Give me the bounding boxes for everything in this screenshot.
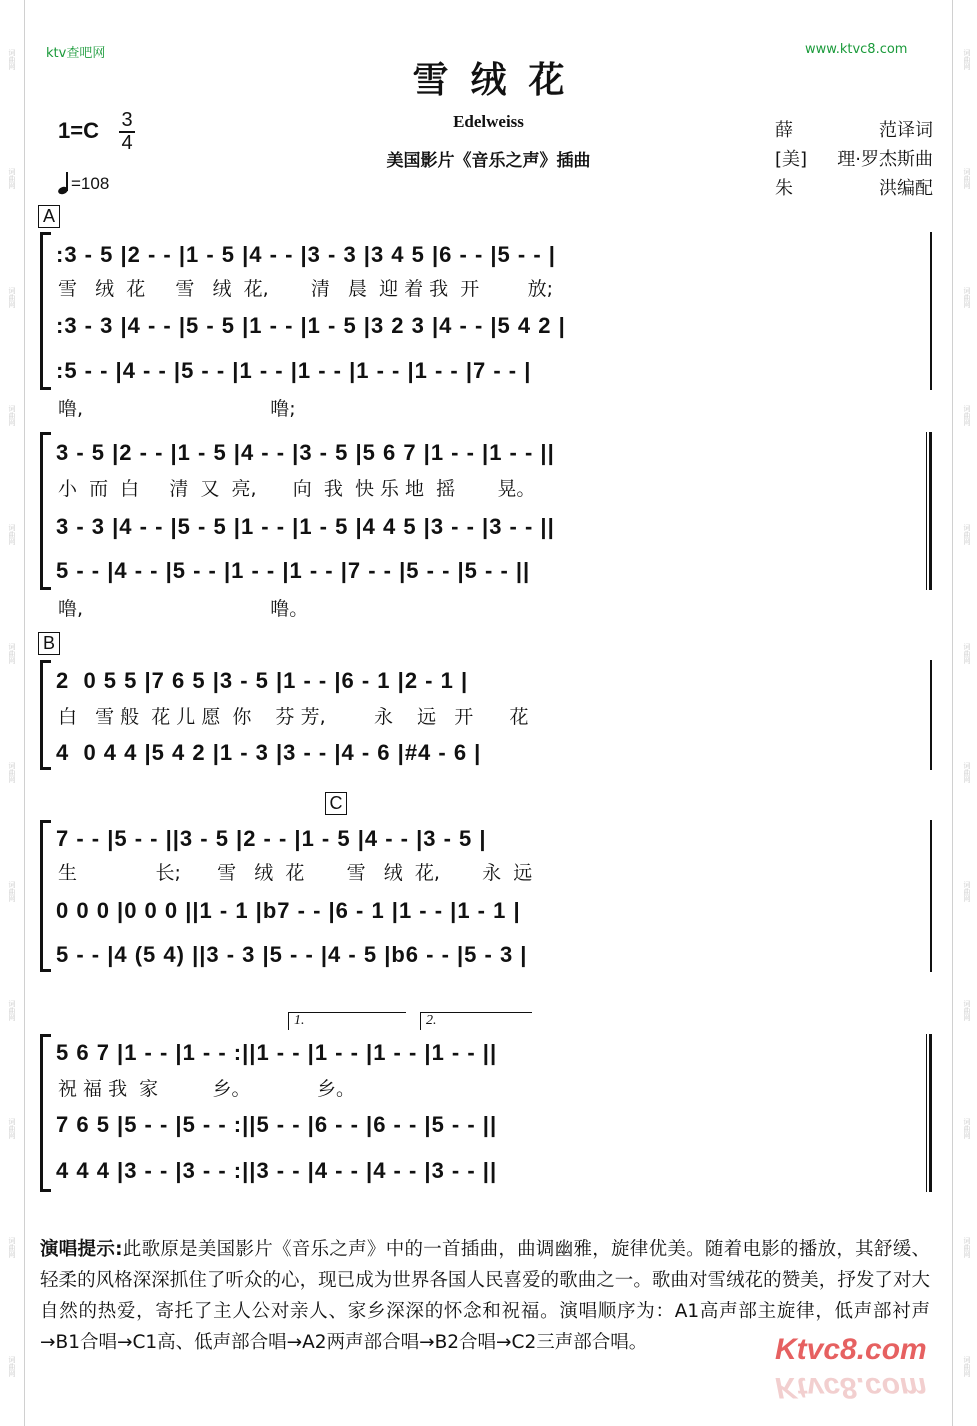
- bass-row: 5 - - |4 - - |5 - - |1 - - |1 - - |7 - - |5 - - |5 - - ||: [56, 558, 531, 583]
- alto-row: 0 0 0 |0 0 0 ||1 - 1 |b7 - - |6 - 1 |1 - - |1 - 1 |: [56, 898, 521, 923]
- watermark-text: 词曲网: [962, 643, 971, 665]
- site-name-left[interactable]: ktv查吧网: [46, 46, 106, 61]
- time-signature: [119, 110, 135, 154]
- song-title: 雪绒花: [412, 60, 587, 101]
- quarter-note-icon: [58, 172, 70, 194]
- system-brace: [40, 1034, 46, 1192]
- credit-name: 薛: [775, 120, 793, 141]
- key-signature: 1=C: [58, 118, 99, 143]
- tip-label: 演唱提示:: [40, 1239, 123, 1260]
- system-brace: [40, 232, 46, 390]
- left-border: [24, 0, 25, 1426]
- score-system-3: [40, 660, 932, 770]
- watermark-text: 词曲网: [962, 999, 971, 1021]
- watermark-text: 词曲网: [7, 761, 16, 783]
- tempo-value: =108: [71, 174, 110, 193]
- credit-role: 范译词: [879, 120, 933, 141]
- watermark-text: 词曲网: [7, 167, 16, 189]
- english-title: Edelweiss: [453, 112, 524, 131]
- system-barline: [930, 232, 932, 390]
- watermark-text: 词曲网: [7, 643, 16, 665]
- credit-music: [775, 145, 933, 174]
- melody-row: 5 6 7 |1 - - |1 - - :||1 - - |1 - - |1 - - |1 - - ||: [56, 1040, 498, 1065]
- time-bottom: 4: [121, 131, 133, 154]
- film-subtitle: 美国影片《音乐之声》插曲: [386, 151, 591, 171]
- watermark-text: 词曲网: [962, 1237, 971, 1259]
- time-top: 3: [121, 109, 133, 131]
- system-double-barline: [926, 1034, 932, 1192]
- right-watermark: [955, 0, 977, 1426]
- watermark-text: 词曲网: [962, 286, 971, 308]
- lyric-row-hum: 噜, 噜;: [58, 397, 296, 420]
- lyric-row: 雪 绒 花 雪 绒 花, 清 晨 迎 着 我 开 放;: [58, 277, 553, 300]
- melody-row: 3 - 5 |2 - - |1 - 5 |4 - - |3 - 5 |5 6 7 |1 - - |1 - - ||: [56, 440, 555, 465]
- watermark-text: 词曲网: [962, 1118, 971, 1140]
- site-logo-reflection: Ktvc8.com: [775, 1371, 927, 1404]
- tempo-marking: [58, 172, 109, 194]
- lyric-row-hum: 噜, 噜。: [58, 597, 309, 620]
- tip-text: 此歌原是美国影片《音乐之声》中的一首插曲，曲调幽雅，旋律优美。随着电影的播放，其舒缓、轻柔的风格深深抓住了听众的心，现已成为世界各国人民喜爱的歌曲之一。歌曲对雪绒花的赞美，抒发了对大自然的热爱，寄托了主人公对亲人、家乡深深的怀念和祝福。演唱顺序为：A1高声部主旋律，低声部衬声→B1合唱→C1高、低声部合唱→A2两声部合唱→B2合唱→C2三声部合唱。: [40, 1239, 930, 1353]
- alto-row: 3 - 3 |4 - - |5 - 5 |1 - - |1 - 5 |4 4 5 |3 - - |3 - - ||: [56, 514, 555, 539]
- credit-name: 朱: [775, 178, 793, 199]
- section-mark-b: B: [38, 632, 60, 655]
- bass-row: 5 - - |4 (5 4) ||3 - 3 |5 - - |4 - 5 |b6 - - |5 - 3 |: [56, 942, 528, 967]
- bass-row: :5 - - |4 - - |5 - - |1 - - |1 - - |1 - - |1 - - |7 - - |: [56, 358, 532, 383]
- system-brace: [40, 660, 46, 770]
- watermark-text: 词曲网: [7, 1118, 16, 1140]
- watermark-text: 词曲网: [7, 880, 16, 902]
- credit-name: [美]: [775, 149, 808, 170]
- system-brace: [40, 820, 46, 972]
- watermark-text: 词曲网: [962, 167, 971, 189]
- watermark-text: 词曲网: [962, 880, 971, 902]
- credits: [775, 116, 933, 203]
- score-system-5: [40, 1034, 932, 1192]
- credit-lyrics: [775, 116, 933, 145]
- first-ending-bracket: 1.: [288, 1012, 406, 1030]
- bass-row: 4 4 4 |3 - - |3 - - :||3 - - |4 - - |4 - - |3 - - ||: [56, 1158, 498, 1183]
- melody-row: 2 0 5 5 |7 6 5 |3 - 5 |1 - - |6 - 1 |2 - 1 |: [56, 668, 469, 693]
- watermark-text: 词曲网: [962, 1356, 971, 1378]
- site-url-right[interactable]: www.ktvc8.com: [805, 42, 908, 57]
- lyric-row: 祝 福 我 家 乡。 乡。: [58, 1077, 355, 1100]
- watermark-text: 词曲网: [7, 1356, 16, 1378]
- watermark-text: 词曲网: [7, 405, 16, 427]
- watermark-text: 词曲网: [7, 48, 16, 70]
- system-barline: [930, 820, 932, 972]
- credit-role: 洪编配: [879, 178, 933, 199]
- site-logo: Ktvc8.com: [775, 1333, 927, 1366]
- watermark-text: 词曲网: [962, 48, 971, 70]
- alto-row: :3 - 3 |4 - - |5 - 5 |1 - - |1 - 5 |3 2 3 |4 - - |5 4 2 |: [56, 313, 566, 338]
- system-brace: [40, 432, 46, 590]
- right-border: [952, 0, 953, 1426]
- lyric-row: 白 雪 般 花 儿 愿 你 芬 芳, 永 远 开 花: [58, 705, 529, 728]
- watermark-text: 词曲网: [962, 405, 971, 427]
- second-ending-bracket: 2.: [420, 1012, 532, 1030]
- watermark-text: 词曲网: [7, 999, 16, 1021]
- score-system-2: [40, 432, 932, 590]
- watermark-text: 词曲网: [962, 524, 971, 546]
- watermark-text: 词曲网: [962, 761, 971, 783]
- score-system-4: [40, 820, 932, 972]
- credit-role: 理·罗杰斯曲: [837, 149, 933, 170]
- credit-arrangement: [775, 174, 933, 203]
- score-system-1: [40, 232, 932, 390]
- watermark-text: 词曲网: [7, 524, 16, 546]
- left-watermark: [0, 0, 22, 1426]
- harmony-row: 4 0 4 4 |5 4 2 |1 - 3 |3 - - |4 - 6 |#4 - 6 |: [56, 740, 482, 765]
- section-mark-a: A: [38, 205, 60, 228]
- system-double-barline: [926, 432, 932, 590]
- melody-row: 7 - - |5 - - ||3 - 5 |2 - - |1 - 5 |4 - - |3 - 5 |: [56, 826, 487, 851]
- watermark-text: 词曲网: [7, 286, 16, 308]
- alto-row: 7 6 5 |5 - - |5 - - :||5 - - |6 - - |6 - - |5 - - ||: [56, 1112, 498, 1137]
- lyric-row: 生 长; 雪 绒 花 雪 绒 花, 永 远: [58, 861, 533, 884]
- lyric-row: 小 而 白 清 又 亮, 向 我 快 乐 地 摇 晃。: [58, 477, 536, 500]
- melody-row: :3 - 5 |2 - - |1 - 5 |4 - - |3 - 3 |3 4 5 |6 - - |5 - - |: [56, 242, 556, 267]
- watermark-text: 词曲网: [7, 1237, 16, 1259]
- section-mark-c: C: [325, 792, 347, 815]
- system-barline: [930, 660, 932, 770]
